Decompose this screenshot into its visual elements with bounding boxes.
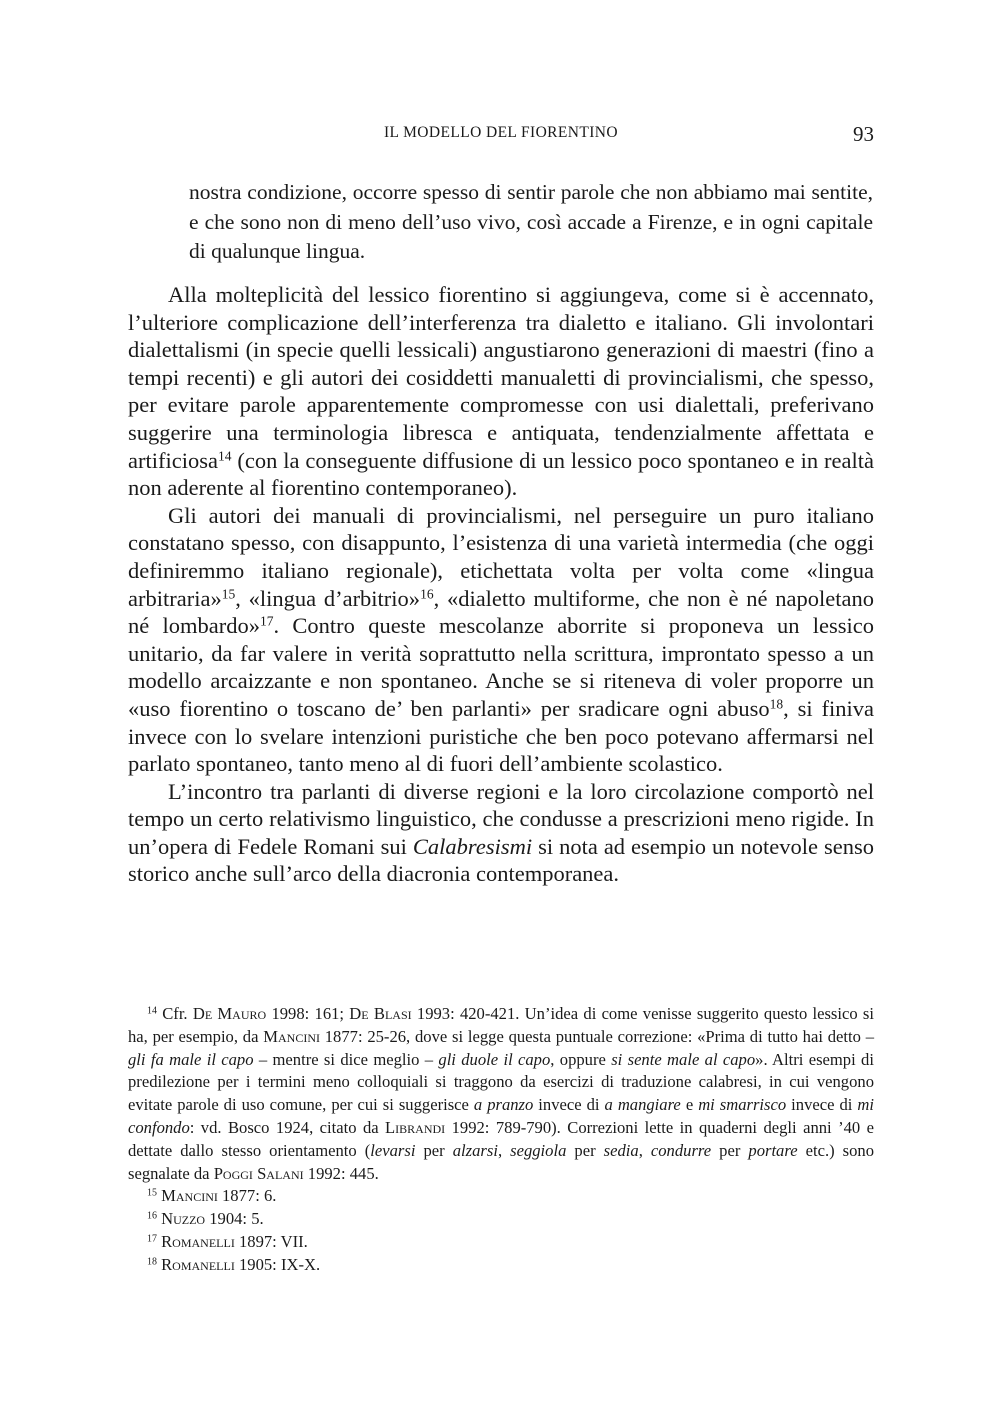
page-number: 93: [853, 122, 874, 146]
footnote-ref-17: 17: [260, 613, 274, 629]
text-run: Alla molteplicità del lessico fiorentino si aggiungeva, come si è accennato, l’ulteriore complicazione dell’interferenza tra dialetto e italiano. Gli involontari dialettalismi (in specie quelli lessicali) angustiarono generazioni di maestri (fino a tempi recenti) e gli autori dei cosiddetti manualetti di provincialismi, che spesso, per evitare parole apparentemente compromesse con usi dialettali, preferivano suggerire una terminologia libresca e antiquata, tendenzialmente affettata e artificiosa: [128, 282, 874, 473]
text-run: etc.) sono segnalate da: [128, 1140, 875, 1183]
author-name: Nuzzo: [161, 1209, 206, 1229]
text-run: (con la conseguente diffusione di un lessico poco spontaneo e in realtà non aderente al fiorentino contemporaneo).: [128, 447, 874, 501]
example-phrase: a pranzo: [473, 1095, 534, 1115]
author-name: Mancini: [161, 1186, 218, 1206]
text-run: , «dialetto multiforme, che non è né napoletano né lombardo»: [128, 585, 874, 639]
paragraph-3: [128, 778, 874, 888]
example-phrase: seggiola: [510, 1140, 567, 1160]
example-phrase: gli fa male il capo: [128, 1049, 254, 1069]
text-run: L’incontro tra parlanti di diverse regioni e la loro circolazione comportò nel tempo un certo relativismo linguistico, che condusse a prescrizioni meno rigide. In un’opera di Fedele Romani sui: [128, 778, 874, 859]
author-name: De Mauro: [192, 1004, 267, 1023]
page-header: [128, 122, 874, 152]
footnote-ref-16: 16: [420, 586, 434, 602]
citation: 1904: 5.: [205, 1209, 264, 1229]
text-run: , oppure: [550, 1049, 612, 1069]
text-run: e: [680, 1095, 699, 1115]
text-run: per: [711, 1140, 749, 1160]
text-run: 1993: 420-421. Un’idea di come venisse suggerito questo lessico si ha, per esempio, da: [128, 1004, 875, 1046]
example-phrase: si sente male al capo: [611, 1049, 756, 1069]
main-text: [128, 281, 874, 888]
text-run: , si finiva invece con lo svelare intenzioni puristiche che ben poco potevano affermarsi nel parlato spontaneo, tanto meno al di fuori dell’ambiente scolastico.: [128, 695, 874, 777]
footnote-16: [128, 1208, 874, 1231]
text-run: . Contro queste mescolanze aborrite si proponeva un lessico unitario, da far valere in verità soprattutto nella scrittura, improntato spesso a un modello arcaizzante e non spontaneo. Anche se si riteneva di voler proporre un «uso fiorentino o toscano de’ ben parlanti» per sradicare ogni abuso: [128, 613, 874, 721]
footnotes: [128, 1003, 874, 1277]
footnote-ref-15: 15: [221, 586, 236, 602]
author-name: Mancini: [263, 1026, 320, 1046]
footnote-ref-14: 14: [217, 448, 232, 464]
example-phrase: alzarsi: [452, 1140, 498, 1160]
footnote-18: [128, 1254, 874, 1277]
paragraph-2: [128, 502, 874, 778]
text-run: 1877: 25-26, dove si legge questa puntuale correzione: «Prima di tutto hai detto –: [319, 1026, 874, 1046]
author-name: De Blasi: [349, 1004, 412, 1023]
footnote-number: 15: [147, 1187, 157, 1199]
text-run: per: [566, 1140, 604, 1160]
footnote-17: [128, 1231, 874, 1254]
text-run: 1992: 789-790). Correzioni lette in quaderni degli anni ’40 e dettate dallo stesso orientamento (: [128, 1117, 874, 1160]
paragraph-1: [128, 281, 874, 502]
footnote-15: [128, 1185, 874, 1208]
example-phrase: levarsi: [370, 1140, 416, 1160]
example-phrase: mi confondo: [128, 1095, 874, 1137]
citation: 1877: 6.: [217, 1186, 277, 1206]
footnote-number: 14: [147, 1005, 157, 1017]
text-run: ,: [497, 1140, 511, 1160]
author-name: Romanelli: [161, 1254, 235, 1274]
example-phrase: sedia: [603, 1140, 639, 1160]
text-run: invece di: [533, 1095, 605, 1115]
citation: 1905: IX-X.: [234, 1254, 321, 1274]
text-run: per: [415, 1140, 453, 1160]
example-phrase: a mangiare: [604, 1095, 681, 1115]
text-run: ». Altri esempi di predilezione per i termini meno colloquiali si traggono da esercizi di traduzione calabresi, in cui vengono evitate parole di uso comune, per cui si suggerisce: [128, 1049, 874, 1115]
footnote-number: 17: [147, 1233, 157, 1245]
author-name: Librandi: [385, 1117, 446, 1137]
text-run: : vd. Bosco 1924, citato da: [189, 1117, 386, 1137]
text-run: 1998: 161;: [266, 1004, 350, 1023]
footnote-14: [128, 1003, 874, 1185]
text-run: , «lingua d’arbitrio»: [235, 585, 421, 611]
author-name: Poggi Salani: [213, 1163, 304, 1183]
example-phrase: condurre: [650, 1140, 712, 1160]
citation: 1897: VII.: [234, 1231, 308, 1251]
text-run: 1992: 445.: [303, 1163, 379, 1183]
book-title: Calabresismi: [412, 833, 533, 859]
text-run: Cfr.: [156, 1004, 193, 1023]
text-run: ,: [638, 1140, 651, 1160]
example-phrase: mi smarrisco: [698, 1095, 787, 1115]
footnote-ref-18: 18: [769, 696, 784, 712]
text-run: – mentre si dice meglio –: [253, 1049, 439, 1069]
footnote-number: 16: [147, 1210, 157, 1222]
example-phrase: gli duole il capo: [438, 1049, 551, 1069]
block-quote: nostra condizione, occorre spesso di sentir parole che non abbiamo mai sentite, e che sono non di meno dell’uso vivo, così accade a Firenze, e in ogni capitale di qualunque lingua.: [189, 180, 873, 263]
author-name: Romanelli: [161, 1231, 235, 1251]
text-run: Gli autori dei manuali di provincialismi, nel perseguire un puro italiano constatano spesso, con disappunto, l’esistenza di una varietà intermedia (che oggi definiremmo italiano regionale), etichettata volta per volta come «lingua arbitraria»: [128, 502, 874, 611]
text-run: invece di: [786, 1095, 858, 1115]
text-run: si nota ad esempio un notevole senso storico anche sull’arco della diacronia contemporanea.: [128, 833, 874, 887]
footnote-number: 18: [147, 1256, 157, 1268]
example-phrase: portare: [748, 1140, 798, 1160]
running-head: IL MODELLO DEL FIORENTINO: [384, 124, 618, 141]
